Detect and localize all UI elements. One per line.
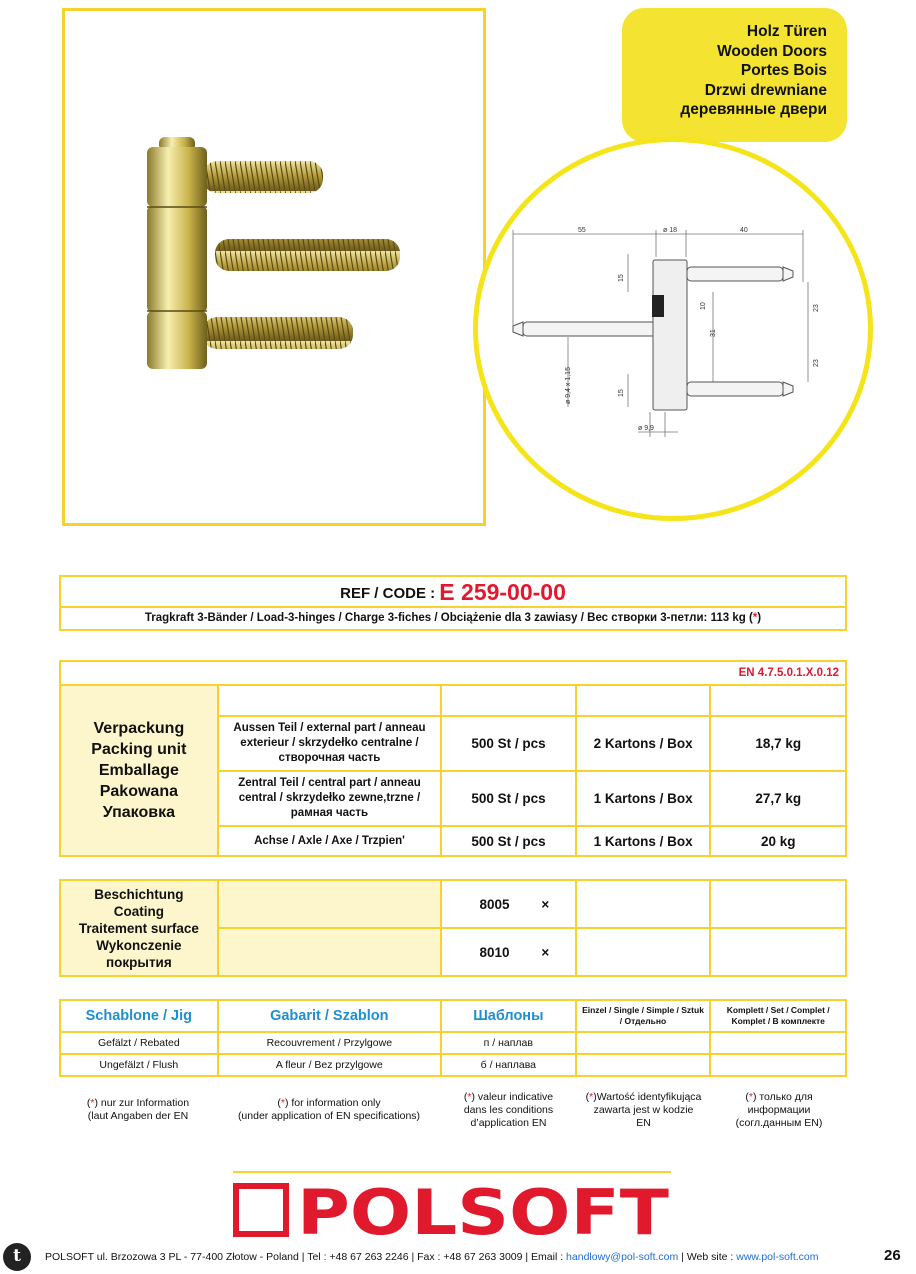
corner-logo-icon: t [3,1243,31,1271]
dim-31: 31 [710,329,717,337]
load-capacity-text: Tragkraft 3-Bänder / Load-3-hinges / Charge 3-fiches / Obciążenie dla 3 zawiasy / Вес створки 3-петли: 113 kg ( [144,612,753,624]
qty: 500 St / pcs [441,826,576,856]
empty-cell [576,880,711,928]
en-standard: EN 4.7.5.0.1.X.0.12 [60,661,846,685]
category-fr: Portes Bois [740,62,827,79]
category-pl: Drzwi drewniane [704,81,827,99]
polsoft-logo [233,1182,673,1238]
ref-code-value: E 259-00-00 [439,579,566,605]
dim-dia-18: ø 18 [663,227,678,234]
jig-type-fr-pl: Recouvrement / Przylgowe [218,1032,441,1054]
dim-15-bottom: 15 [618,389,625,397]
boxes: 2 Kartons / Box [576,716,711,771]
jig-header-ru: Шаблоны [441,1000,576,1032]
empty-cell [710,685,846,716]
qty: 500 St / pcs [441,716,576,771]
empty-cell [218,685,441,716]
note-text: )Wartość identyfikująca zawarta jest w kodzie EN [593,1091,702,1129]
note-text: ) valeur indicative dans les conditions d’application EN [463,1091,554,1129]
jig-type-fr-pl: A fleur / Bez przylgowe [218,1054,441,1076]
dimension-drawing-icon [478,142,868,516]
note-en: (*) for information only (under application of EN specifications) [237,1097,421,1122]
packing-table [59,660,847,857]
packing-label-de: Verpackung [93,720,185,737]
note-star: * [467,1091,472,1103]
coating-label-fr: Traitement surface [78,920,199,936]
jig-header-de-en: Schablone / Jig [60,1000,218,1032]
qty: 500 St / pcs [441,771,576,826]
load-capacity-end: ) [757,612,762,624]
packing-label-ru: Упаковка [102,804,175,821]
load-capacity [61,608,845,629]
table-row [60,1032,846,1054]
category-de: Holz Türen [746,23,827,40]
note-text: ) nur zur Information (laut Angaben der EN [87,1097,190,1122]
boxes: 1 Kartons / Box [576,826,711,856]
note-fr: (*) valeur indicative dans les conditions d’application EN [463,1091,554,1129]
empty-cell [218,880,441,928]
jig-header-set: Komplett / Set / Complet / Komplet / В комплекте [710,1000,846,1032]
hinge-photo-icon [65,11,483,523]
empty-cell [710,880,846,928]
footer-web-link[interactable]: www.pol-soft.com [736,1251,819,1263]
logo-divider [233,1171,671,1173]
jig-set [710,1032,846,1054]
packing-label [60,685,218,856]
note-star: * [90,1097,95,1109]
empty-cell [710,928,846,976]
footer-address: POLSOFT ul. Brzozowa 3 PL - 77-400 Złotow - Poland | Tel : +48 67 263 2246 | Fax : +48 67 263 3009 | Email : [45,1251,567,1263]
jig-type: Gefälzt / Rebated [60,1032,218,1054]
dim-15-top: 15 [618,274,625,282]
note-pl: (*)Wartość identyfikująca zawarta jest w kodzie EN [585,1091,702,1129]
note-star: * [280,1097,285,1109]
footer-separator: | Web site : [678,1251,737,1263]
empty-cell [218,928,441,976]
coating-label-en: Coating [113,903,165,919]
empty-cell [576,685,711,716]
note-text: ) for information only (under application of EN specifications) [237,1097,421,1122]
category-en: Wooden Doors [717,42,827,60]
jig-type: Ungefälzt / Flush [60,1054,218,1076]
coating-label [60,880,218,976]
dim-axle: ø 9,4 x 1,15 [565,367,572,404]
dim-23-top: 23 [813,304,820,312]
jig-header-fr-pl: Gabarit / Szablon [218,1000,441,1032]
coating-label-de: Beschichtung [94,886,184,902]
part-name: Achse / Axle / Axe / Trzpien' [218,826,441,856]
note-star: * [748,1091,753,1103]
technical-drawing [473,137,873,521]
page-number: 26 [884,1247,901,1264]
load-capacity-star: * [752,612,758,624]
coating-option [441,880,576,928]
ref-code-box [59,575,847,631]
logo-square-icon [236,1186,286,1234]
footer-email-link[interactable]: handlowy@pol-soft.com [566,1251,679,1263]
product-photo [62,8,486,526]
coating-mark: × [541,896,550,912]
jig-table [59,999,847,1077]
product-category-tag [622,8,847,142]
coating-label-ru: покрытия [106,954,172,970]
weight: 27,7 kg [710,771,846,826]
note-de: (*) nur zur Information (laut Angaben der EN [86,1097,190,1122]
coating-option [441,928,576,976]
note-star: * [589,1091,594,1103]
boxes: 1 Kartons / Box [576,771,711,826]
jig-single [576,1054,711,1076]
jig-single [576,1032,711,1054]
part-name: Aussen Teil / external part / anneau exterieur / skrzydełko centralne / створочная часть [218,716,441,771]
dim-40: 40 [740,227,748,234]
empty-cell [576,928,711,976]
ref-code-label: REF / CODE : [340,585,436,602]
jig-header-single: Einzel / Single / Simple / Sztuk / Отдельно [576,1000,711,1032]
coating-code: 8005 [479,896,510,912]
table-row [60,1054,846,1076]
weight: 18,7 kg [710,716,846,771]
note-text: ) только для информации (согл.данным EN) [735,1091,823,1129]
dim-10: 10 [700,302,707,310]
packing-label-fr: Emballage [98,762,179,779]
jig-set [710,1054,846,1076]
dim-23-bottom: 23 [813,359,820,367]
coating-mark: × [541,944,550,960]
jig-type-ru: п / наплав [441,1032,576,1054]
ref-code-line [61,577,845,608]
coating-table [59,879,847,977]
note-ru: (*) только для информации (согл.данным EN) [735,1091,823,1129]
dim-55: 55 [578,227,586,234]
packing-label-pl: Pakowana [99,783,178,800]
footer-contact [45,1251,819,1263]
packing-label-en: Packing unit [91,741,187,758]
logo-text: POLSOFT [297,1182,669,1238]
dim-dia-9-9: ø 9,9 [638,425,654,432]
weight: 20 kg [710,826,846,856]
part-name: Zentral Teil / central part / anneau central / skrzydełko zewne,trzne / рамная часть [218,771,441,826]
jig-type-ru: б / наплава [441,1054,576,1076]
category-ru: деревянные двери [680,101,827,118]
empty-cell [441,685,576,716]
coating-label-pl: Wykonczenie [96,937,182,953]
coating-code: 8010 [479,944,510,960]
table-row [60,880,846,928]
